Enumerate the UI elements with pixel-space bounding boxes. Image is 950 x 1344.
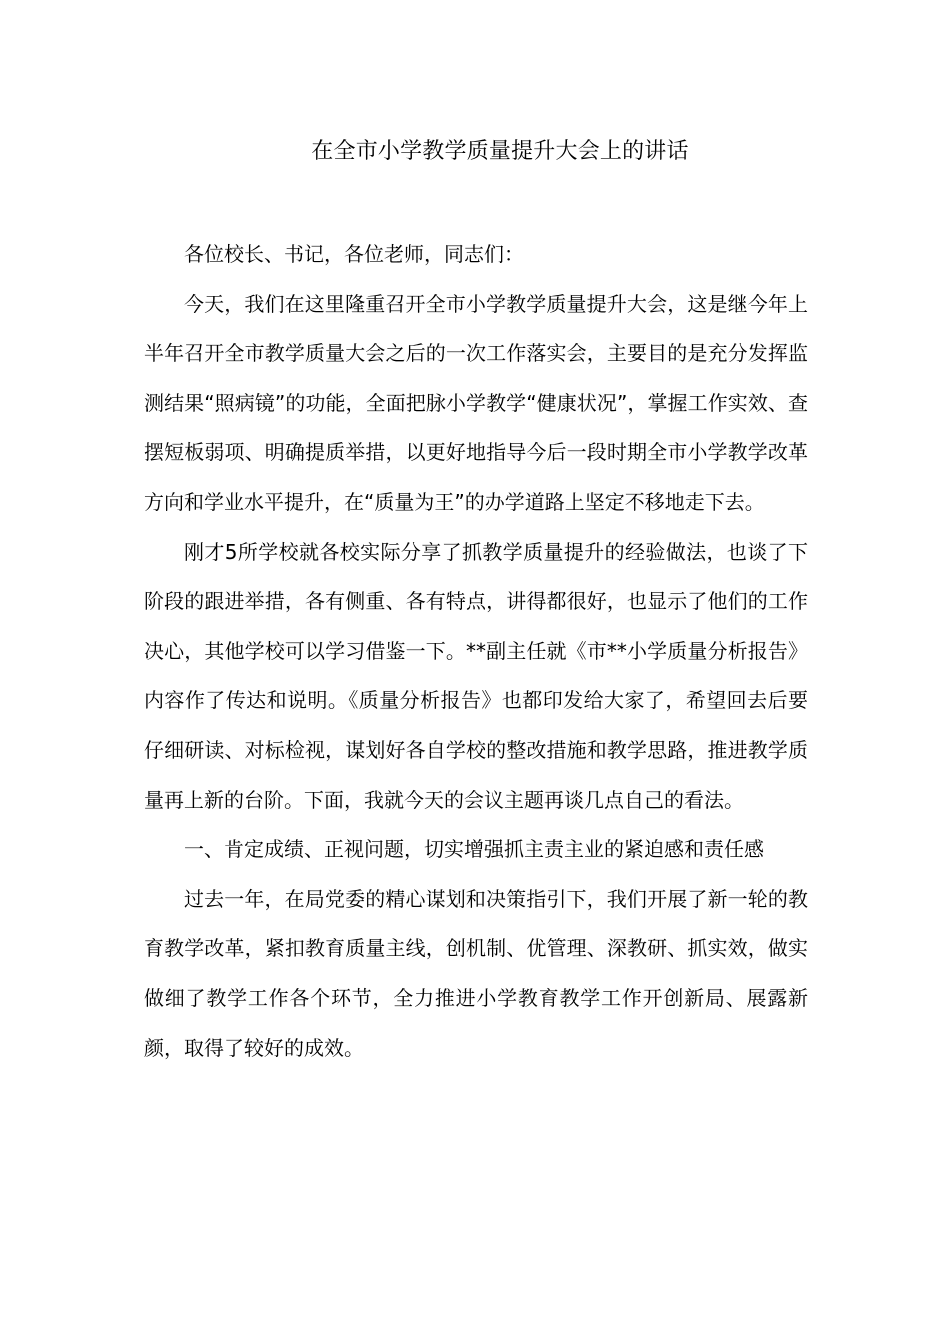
document-title: 在全市小学教学质量提升大会上的讲话 xyxy=(311,139,689,164)
school-sharing-paragraph: 刚才5所学校就各校实际分享了抓教学质量提升的经验做法，也谈了下阶段的跟进举措，各有侧重、各有特点，讲得都很好，也显示了他们的工作决心，其他学校可以学习借鉴一下。**副主任就《市**小学质量分析报告》内容作了传达和说明。《质量分析报告》也都印发给大家了，希望回去后要仔细研读、对标检视，谋划好各自学校的整改措施和教学思路，推进教学质量再上新的台阶。下面，我就今天的会议主题再谈几点自己的看法。 xyxy=(144,539,808,812)
achievements-paragraph: 过去一年，在局党委的精心谋划和决策指引下，我们开展了新一轮的教育教学改革，紧扣教育质量主线，创机制、优管理、深教研、抓实效，做实做细了教学工作各个环节，全力推进小学教育教学工作开创新局、展露新颜，取得了较好的成效。 xyxy=(144,886,808,1060)
section-one-heading: 一、肯定成绩、正视问题，切实增强抓主责主业的紧迫感和责任感 xyxy=(184,837,764,862)
document-body xyxy=(144,230,808,1073)
opening-paragraph: 今天，我们在这里隆重召开全市小学教学质量提升大会，这是继今年上半年召开全市教学质量大会之后的一次工作落实会，主要目的是充分发挥监测结果“照病镜”的功能，全面把脉小学教学“健康状况”，掌握工作实效、查摆短板弱项、明确提质举措，以更好地指导今后一段时期全市小学教学改革方向和学业水平提升，在“质量为王”的办学道路上坚定不移地走下去。 xyxy=(144,291,808,514)
salutation-paragraph: 各位校长、书记，各位老师，同志们： xyxy=(184,242,524,266)
